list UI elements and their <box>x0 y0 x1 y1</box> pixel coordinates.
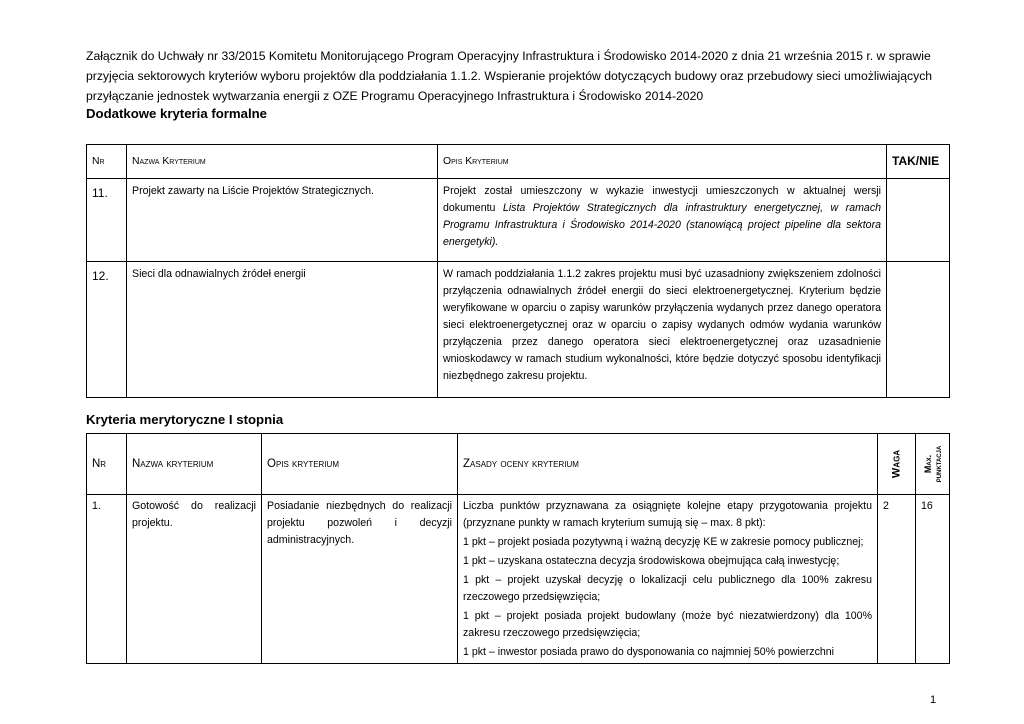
header-max-label <box>923 446 943 483</box>
rules-item: 1 pkt – inwestor posiada prawo do dysponowania co najmniej 50% powierzchni <box>463 646 834 658</box>
row-yesno <box>887 262 950 398</box>
row-desc: Posiadanie niezbędnych do realizacji projektu pozwoleń i decyzji administracyjnych. <box>262 495 458 664</box>
rules-intro: Liczba punktów przyznawana za osiągnięte kolejne etapy przygotowania projektu (przyznane punkty w ramach kryterium sumują się – max. 8 pkt): <box>463 500 872 529</box>
table-header-row <box>87 145 950 179</box>
rules-item: 1 pkt – uzyskana ostateczna decyzja środowiskowa obejmująca całą inwestycję; <box>463 555 840 567</box>
header-weight-label: Waga <box>890 449 902 479</box>
header-rules: Zasady oceny kryterium <box>458 434 878 495</box>
row-desc: W ramach poddziałania 1.1.2 zakres projektu musi być uzasadniony zwiększeniem zdolności przyłączenia odnawialnych źródeł energii do sieci elektroenergetycznej. Kryterium będzie weryfikowane w oparciu o zapisy warunków przyłączenia wydanych przez danego operatora sieci elektroenergetycznej oraz w oparciu o zapisy wydanych odmów wydania warunków przyłączenia przez danego operatora sieci elektroenergetycznej oraz uzasadnienie wnioskodawcy w ramach studium wykonalności, które będzie dotyczyć sposobu identyfikacji niezbędnego zakresu projektu. <box>438 262 887 398</box>
row-yesno <box>887 179 950 262</box>
header-max <box>916 434 950 495</box>
row-max: 16 <box>916 495 950 664</box>
table-header-row <box>87 434 950 495</box>
document-page <box>86 46 948 121</box>
row-rules <box>458 495 878 664</box>
formal-criteria-table <box>86 144 950 398</box>
header-max-line1: Max. <box>922 454 933 474</box>
section-title-formal: Dodatkowe kryteria formalne <box>86 106 268 121</box>
header-weight <box>878 434 916 495</box>
row-name: Sieci dla odnawialnych źródeł energii <box>127 262 438 398</box>
rules-item: 1 pkt – projekt posiada projekt budowlany (może być niezatwierdzony) dla 100% zakresu rzeczowego przedsięwzięcia; <box>463 610 872 639</box>
row-name: Gotowość do realizacji projektu. <box>127 495 262 664</box>
table-row <box>87 179 950 262</box>
section-title-merit: Kryteria merytoryczne I stopnia <box>86 412 284 427</box>
row-nr: 1. <box>87 495 127 664</box>
header-note: Załącznik do Uchwały nr 33/2015 Komitetu Monitorującego Program Operacyjny Infrastruktura i Środowisko 2014-2020 z dnia 21 września 2015 r. w sprawie przyjęcia sektorowych kryteriów wyboru projektów dla poddziałania 1.1.2. Wspieranie projektów dotyczących budowy oraz przebudowy sieci umożliwiających przyłączanie jednostek wytwarzania energii z OZE Programu Operacyjnego Infrastruktura i Środowisko 2014-2020 <box>86 49 933 103</box>
table-row <box>87 262 950 398</box>
page-number: 1 <box>930 694 937 706</box>
table-row <box>87 495 950 664</box>
header-desc: Opis Kryterium <box>438 145 887 179</box>
rules-item: 1 pkt – projekt uzyskał decyzję o lokalizacji celu publicznego dla 100% zakresu rzeczowego przedsięwzięcia; <box>463 574 872 603</box>
row-desc-plain: Projekt został umieszczony w wykazie inwestycji umieszczonych w aktualnej wersji dokumentu <box>443 185 881 214</box>
rules-item: 1 pkt – projekt posiada pozytywną i ważną decyzję KE w zakresie pomocy publicznej; <box>463 536 864 548</box>
row-weight: 2 <box>878 495 916 664</box>
row-desc <box>438 179 887 262</box>
merit-criteria-table <box>86 433 950 664</box>
header-yesno: TAK/NIE <box>887 145 950 179</box>
row-nr: 11. <box>87 179 127 262</box>
header-max-line2: punktacja <box>932 445 943 483</box>
row-nr: 12. <box>87 262 127 398</box>
header-nr: Nr <box>87 434 127 495</box>
header-nr: Nr <box>87 145 127 179</box>
header-name: Nazwa Kryterium <box>127 145 438 179</box>
header-desc: Opis kryterium <box>262 434 458 495</box>
header-name: Nazwa kryterium <box>127 434 262 495</box>
row-desc-italic: Lista Projektów Strategicznych dla infrastruktury energetycznej, w ramach Programu Infrastruktura i Środowisko 2014-2020 (stanowiącą project pipeline dla sektora energetyki). <box>443 202 882 248</box>
row-name: Projekt zawarty na Liście Projektów Strategicznych. <box>127 179 438 262</box>
